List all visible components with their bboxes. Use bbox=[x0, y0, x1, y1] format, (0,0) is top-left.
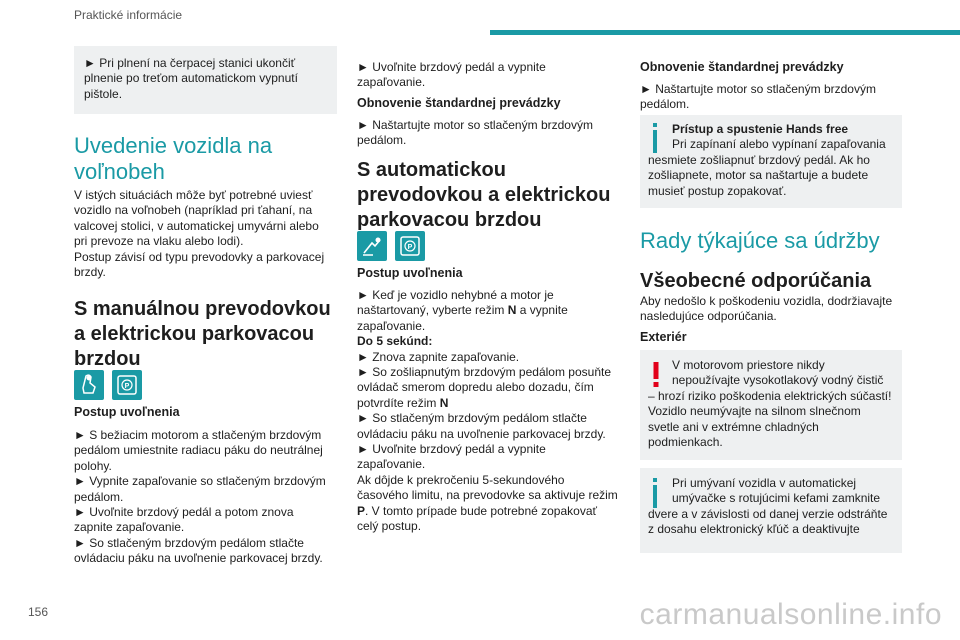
release-steps-auto: ► Keď je vozidlo nehybné a motor je naštartovaný, vyberte režim N a vypnite zapaľovanie. Do 5 sekúnd: ► Znova zapnite zapaľovanie. ► So zošliapnutým brzdovým pedálom posuňte ovládač smerom dopredu alebo dozadu, čím potvrdíte režim N ► So stlačeným brzdovým pedálom stlačte ovládaciu páku na uvoľnenie parkovacej brzdy. ► Uvoľnite brzdový pedál a vypnite zapaľovanie. Ak dôjde k prekročeniu 5-sekundového časového limitu, na prevodovke sa aktivuje režim P. V tomto prípade bude potrebné zopakovať celý postup. bbox=[357, 288, 618, 534]
watermark: carmanualsonline.info bbox=[639, 598, 942, 631]
general-intro: Aby nedošlo k poškodeniu vozidla, dodržiavajte nasledujúce odporúčania. bbox=[640, 294, 893, 324]
parking-brake-icon bbox=[395, 231, 425, 261]
info-box-text: Prístup a spustenie Hands free Pri zapínaní alebo vypínaní zapaľovania nesmiete zošliapnuť brzdový pedál. Ak ho zošliapnete, motor sa naštartuje a budete musieť postup zopakovať. bbox=[648, 122, 886, 198]
info-box-2-text: Pri umývaní vozidla v automatickej umývačke s rotujúcimi kefami zamknite dvere a v závislosti od danej verzie odstráňte z dosahu elektronický kľúč a deaktivujte bbox=[648, 476, 888, 537]
parking-brake-icon bbox=[112, 370, 142, 400]
release-steps: ► S bežiacim motorom a stlačeným brzdovým pedálom umiestnite radiacu páku do neutrálnej polohy. ► Vypnite zapaľovanie so stlačeným brzdovým pedálom. ► Uvoľnite brzdový pedál a potom znova zapnite zapaľovanie. ► So stlačeným brzdovým pedálom stlačte ovládaciu páku na uvoľnenie parkovacej brzdy. bbox=[74, 428, 326, 566]
header-accent-bar bbox=[490, 30, 960, 35]
section-header: Praktické informácie bbox=[74, 8, 183, 22]
gear-shift-icon bbox=[74, 370, 104, 400]
heading-general: Všeobecné odporúčania bbox=[640, 270, 872, 292]
heading-automatic-gearbox: S automatickou prevodovkou a elektrickou parkovacou brzdou bbox=[357, 159, 611, 231]
subhead-restore-auto: Obnovenie štandardnej prevádzky bbox=[640, 60, 844, 74]
restore-step-auto: ► Naštartujte motor so stlačeným brzdovým pedálom. bbox=[640, 82, 876, 112]
brake-release-step: ► Uvoľnite brzdový pedál a vypnite zapaľovanie. bbox=[357, 60, 546, 90]
svg-text:P: P bbox=[124, 383, 130, 390]
automatic-gearbox-icon bbox=[357, 231, 387, 261]
section-title-maintenance: Rady týkajúce sa údržby bbox=[640, 228, 880, 253]
note-text: ► Pri plnení na čerpacej stanici ukončiť plnenie po treťom automatickom vypnutí pištole. bbox=[84, 56, 298, 101]
page-number: 156 bbox=[28, 605, 49, 619]
subhead-release-auto: Postup uvoľnenia bbox=[357, 266, 463, 280]
intro-paragraph: V istých situáciách môže byť potrebné uviesť vozidlo na voľnobeh (napríklad pri ťahaní, na valcovej stolici, v automatickej umyvárni alebo pri prevoze na vlaku alebo lodi). Postup závisí od typu prevodovky a parkovacej brzdy. bbox=[74, 188, 325, 280]
section-title-idle: Uvedenie vozidla na voľnobeh bbox=[74, 133, 273, 184]
subhead-restore: Obnovenie štandardnej prevádzky bbox=[357, 96, 561, 110]
restore-step: ► Naštartujte motor so stlačeným brzdovým pedálom. bbox=[357, 118, 593, 148]
warning-box-text: V motorovom priestore nikdy nepoužívajte vysokotlakový vodný čistič – hrozí riziko poškodenia elektrických súčastí! Vozidlo neumývajte na silnom slnečnom svetle ani v extrémne chladných podmienkach. bbox=[648, 358, 892, 450]
subhead-exterior: Exteriér bbox=[640, 330, 687, 344]
heading-manual-gearbox: S manuálnou prevodovkou a elektrickou parkovacou brzdou bbox=[74, 298, 331, 370]
subhead-release: Postup uvoľnenia bbox=[74, 405, 180, 419]
svg-text:P: P bbox=[407, 244, 413, 251]
